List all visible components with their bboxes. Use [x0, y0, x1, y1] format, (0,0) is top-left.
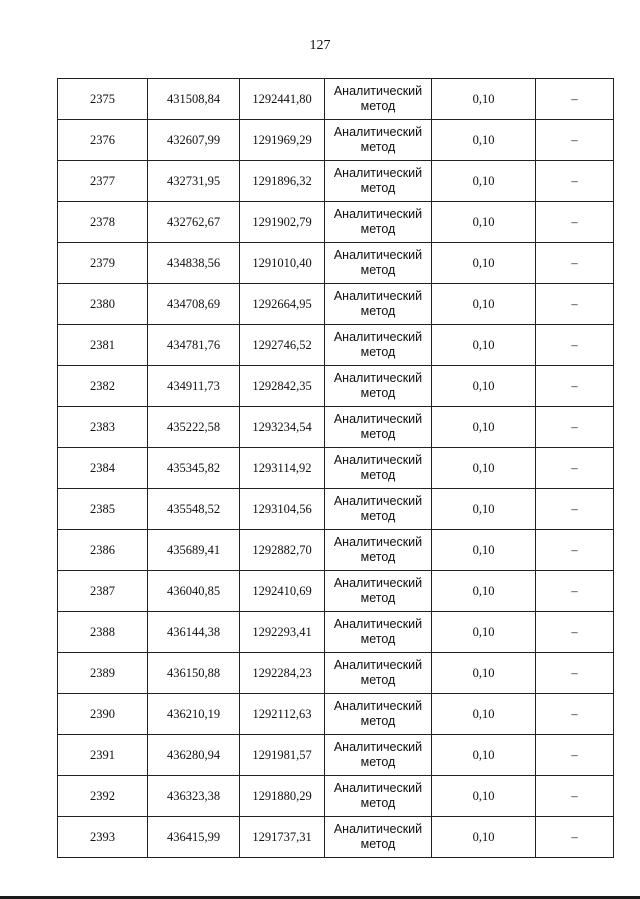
- accuracy-cell: 0,10: [432, 571, 536, 612]
- accuracy-cell: 0,10: [432, 653, 536, 694]
- note-cell: –: [536, 694, 614, 735]
- note-cell: –: [536, 612, 614, 653]
- note-cell: –: [536, 448, 614, 489]
- y-coordinate-cell: 1292664,95: [240, 284, 325, 325]
- accuracy-cell: 0,10: [432, 243, 536, 284]
- coordinates-table: [57, 78, 614, 858]
- accuracy-cell: 0,10: [432, 735, 536, 776]
- point-number-cell: 2376: [58, 120, 148, 161]
- method-cell: [325, 284, 432, 325]
- y-coordinate-cell: 1291896,32: [240, 161, 325, 202]
- x-coordinate-cell: 436144,38: [148, 612, 240, 653]
- method-text: Аналитический метод: [333, 699, 423, 728]
- note-cell: –: [536, 776, 614, 817]
- point-number-cell: 2392: [58, 776, 148, 817]
- table-row: [58, 120, 614, 161]
- accuracy-cell: 0,10: [432, 284, 536, 325]
- method-text: Аналитический метод: [333, 84, 423, 113]
- point-number-cell: 2385: [58, 489, 148, 530]
- x-coordinate-cell: 436280,94: [148, 735, 240, 776]
- x-coordinate-cell: 434781,76: [148, 325, 240, 366]
- method-cell: [325, 735, 432, 776]
- method-text: Аналитический метод: [333, 166, 423, 195]
- accuracy-cell: 0,10: [432, 79, 536, 120]
- y-coordinate-cell: 1292112,63: [240, 694, 325, 735]
- table-row: [58, 612, 614, 653]
- x-coordinate-cell: 435345,82: [148, 448, 240, 489]
- note-cell: –: [536, 407, 614, 448]
- page-number: 127: [309, 38, 331, 53]
- note-cell: –: [536, 161, 614, 202]
- point-number-cell: 2384: [58, 448, 148, 489]
- accuracy-cell: 0,10: [432, 448, 536, 489]
- y-coordinate-cell: 1292746,52: [240, 325, 325, 366]
- x-coordinate-cell: 435222,58: [148, 407, 240, 448]
- method-text: Аналитический метод: [333, 330, 423, 359]
- x-coordinate-cell: 434911,73: [148, 366, 240, 407]
- method-text: Аналитический метод: [333, 494, 423, 523]
- point-number-cell: 2380: [58, 284, 148, 325]
- method-cell: [325, 366, 432, 407]
- method-cell: [325, 571, 432, 612]
- y-coordinate-cell: 1293234,54: [240, 407, 325, 448]
- method-text: Аналитический метод: [333, 289, 423, 318]
- y-coordinate-cell: 1292842,35: [240, 366, 325, 407]
- table-row: [58, 694, 614, 735]
- x-coordinate-cell: 436323,38: [148, 776, 240, 817]
- point-number-cell: 2393: [58, 817, 148, 858]
- table-row: [58, 489, 614, 530]
- table-row: [58, 776, 614, 817]
- y-coordinate-cell: 1291969,29: [240, 120, 325, 161]
- table-row: [58, 448, 614, 489]
- x-coordinate-cell: 431508,84: [148, 79, 240, 120]
- method-text: Аналитический метод: [333, 822, 423, 851]
- accuracy-cell: 0,10: [432, 612, 536, 653]
- y-coordinate-cell: 1292293,41: [240, 612, 325, 653]
- method-cell: [325, 120, 432, 161]
- method-text: Аналитический метод: [333, 781, 423, 810]
- method-cell: [325, 202, 432, 243]
- accuracy-cell: 0,10: [432, 325, 536, 366]
- point-number-cell: 2378: [58, 202, 148, 243]
- x-coordinate-cell: 434838,56: [148, 243, 240, 284]
- note-cell: –: [536, 735, 614, 776]
- y-coordinate-cell: 1291737,31: [240, 817, 325, 858]
- method-text: Аналитический метод: [333, 371, 423, 400]
- point-number-cell: 2382: [58, 366, 148, 407]
- y-coordinate-cell: 1292441,80: [240, 79, 325, 120]
- table-row: [58, 79, 614, 120]
- note-cell: –: [536, 120, 614, 161]
- point-number-cell: 2386: [58, 530, 148, 571]
- point-number-cell: 2377: [58, 161, 148, 202]
- method-cell: [325, 448, 432, 489]
- accuracy-cell: 0,10: [432, 489, 536, 530]
- method-text: Аналитический метод: [333, 658, 423, 687]
- method-cell: [325, 79, 432, 120]
- note-cell: –: [536, 243, 614, 284]
- note-cell: –: [536, 366, 614, 407]
- accuracy-cell: 0,10: [432, 366, 536, 407]
- method-cell: [325, 243, 432, 284]
- method-text: Аналитический метод: [333, 740, 423, 769]
- note-cell: –: [536, 653, 614, 694]
- method-text: Аналитический метод: [333, 412, 423, 441]
- y-coordinate-cell: 1291981,57: [240, 735, 325, 776]
- table-row: [58, 735, 614, 776]
- method-text: Аналитический метод: [333, 125, 423, 154]
- method-cell: [325, 489, 432, 530]
- method-cell: [325, 776, 432, 817]
- method-text: Аналитический метод: [333, 617, 423, 646]
- point-number-cell: 2390: [58, 694, 148, 735]
- x-coordinate-cell: 434708,69: [148, 284, 240, 325]
- accuracy-cell: 0,10: [432, 694, 536, 735]
- x-coordinate-cell: 432607,99: [148, 120, 240, 161]
- x-coordinate-cell: 435689,41: [148, 530, 240, 571]
- point-number-cell: 2379: [58, 243, 148, 284]
- method-text: Аналитический метод: [333, 207, 423, 236]
- note-cell: –: [536, 571, 614, 612]
- accuracy-cell: 0,10: [432, 161, 536, 202]
- y-coordinate-cell: 1293114,92: [240, 448, 325, 489]
- x-coordinate-cell: 436415,99: [148, 817, 240, 858]
- accuracy-cell: 0,10: [432, 120, 536, 161]
- table-row: [58, 653, 614, 694]
- method-cell: [325, 407, 432, 448]
- method-cell: [325, 161, 432, 202]
- note-cell: –: [536, 817, 614, 858]
- method-text: Аналитический метод: [333, 535, 423, 564]
- accuracy-cell: 0,10: [432, 407, 536, 448]
- point-number-cell: 2381: [58, 325, 148, 366]
- table-row: [58, 202, 614, 243]
- y-coordinate-cell: 1291880,29: [240, 776, 325, 817]
- method-text: Аналитический метод: [333, 576, 423, 605]
- y-coordinate-cell: 1293104,56: [240, 489, 325, 530]
- note-cell: –: [536, 325, 614, 366]
- accuracy-cell: 0,10: [432, 202, 536, 243]
- table-row: [58, 284, 614, 325]
- table-row: [58, 407, 614, 448]
- method-cell: [325, 817, 432, 858]
- method-cell: [325, 653, 432, 694]
- table-row: [58, 243, 614, 284]
- accuracy-cell: 0,10: [432, 817, 536, 858]
- point-number-cell: 2387: [58, 571, 148, 612]
- table-row: [58, 817, 614, 858]
- accuracy-cell: 0,10: [432, 776, 536, 817]
- point-number-cell: 2388: [58, 612, 148, 653]
- point-number-cell: 2389: [58, 653, 148, 694]
- y-coordinate-cell: 1292410,69: [240, 571, 325, 612]
- accuracy-cell: 0,10: [432, 530, 536, 571]
- y-coordinate-cell: 1291902,79: [240, 202, 325, 243]
- note-cell: –: [536, 284, 614, 325]
- table-row: [58, 366, 614, 407]
- note-cell: –: [536, 489, 614, 530]
- point-number-cell: 2383: [58, 407, 148, 448]
- table-row: [58, 530, 614, 571]
- y-coordinate-cell: 1292882,70: [240, 530, 325, 571]
- x-coordinate-cell: 436040,85: [148, 571, 240, 612]
- x-coordinate-cell: 432731,95: [148, 161, 240, 202]
- coordinates-table-body: [58, 79, 614, 858]
- method-text: Аналитический метод: [333, 453, 423, 482]
- table-row: [58, 325, 614, 366]
- note-cell: –: [536, 202, 614, 243]
- x-coordinate-cell: 436150,88: [148, 653, 240, 694]
- x-coordinate-cell: 432762,67: [148, 202, 240, 243]
- x-coordinate-cell: 436210,19: [148, 694, 240, 735]
- y-coordinate-cell: 1291010,40: [240, 243, 325, 284]
- table-row: [58, 161, 614, 202]
- method-cell: [325, 325, 432, 366]
- method-cell: [325, 530, 432, 571]
- note-cell: –: [536, 79, 614, 120]
- table-row: [58, 571, 614, 612]
- point-number-cell: 2375: [58, 79, 148, 120]
- point-number-cell: 2391: [58, 735, 148, 776]
- x-coordinate-cell: 435548,52: [148, 489, 240, 530]
- method-text: Аналитический метод: [333, 248, 423, 277]
- note-cell: –: [536, 530, 614, 571]
- y-coordinate-cell: 1292284,23: [240, 653, 325, 694]
- method-cell: [325, 612, 432, 653]
- method-cell: [325, 694, 432, 735]
